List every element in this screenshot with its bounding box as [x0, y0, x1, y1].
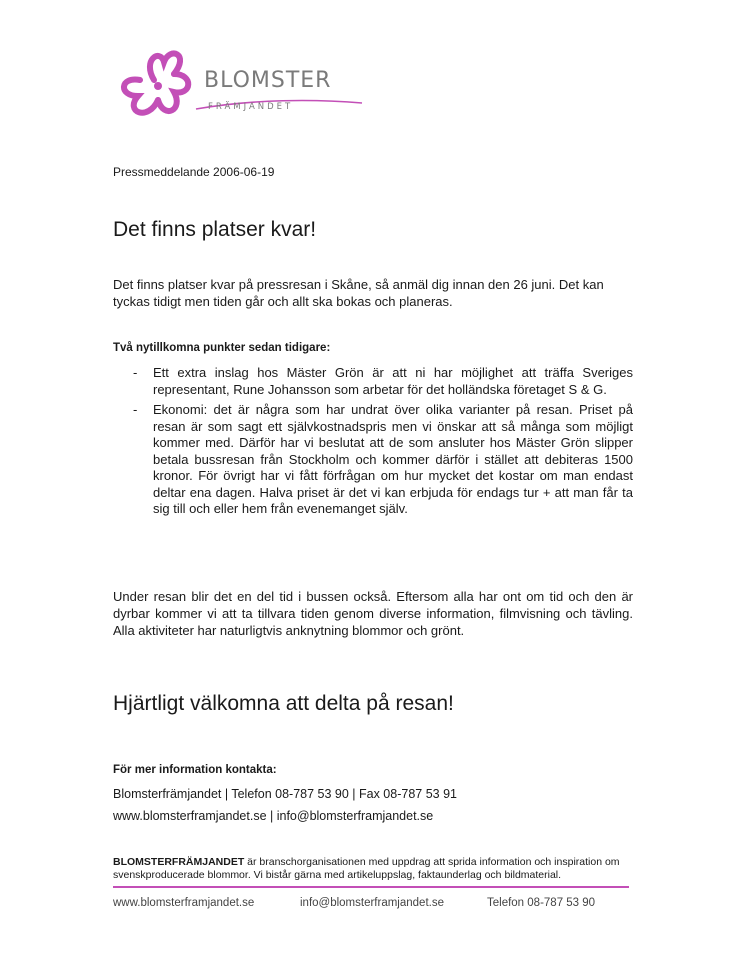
press-release-date: Pressmeddelande 2006-06-19	[113, 165, 275, 179]
logo	[112, 40, 362, 130]
list-dash: -	[133, 365, 138, 380]
contact-line-web[interactable]: www.blomsterframjandet.se | info@blomsterframjandet.se	[113, 809, 434, 823]
logo-subtitle: FRÄMJANDET	[208, 102, 294, 112]
intro-paragraph: Det finns platser kvar på pressresan i Skåne, så anmäl dig innan den 26 juni. Det kan tyckas tidigt men tiden går och allt ska bokas och planeras.	[113, 277, 604, 309]
list-item-text: Ett extra inslag hos Mäster Grön är att ni har möjlighet att träffa Sveriges representant, Rune Johansson som arbetar för det holländska företaget S & G.	[153, 365, 633, 397]
list-dash: -	[133, 402, 138, 417]
contact-heading: För mer information kontakta:	[113, 764, 277, 776]
points-heading: Två nytillkomna punkter sedan tidigare:	[113, 342, 331, 354]
footer-phone: Telefon 08-787 53 90	[487, 897, 596, 909]
footer-email-link[interactable]: info@blomsterframjandet.se	[300, 897, 444, 909]
about-text: är branschorganisationen med uppdrag att sprida information och inspiration om svenskproducerade blommor. Vi bistår gärna med artikeluppslag, faktaunderlag och bildmaterial.	[113, 856, 620, 881]
about-org-name: BLOMSTERFRÄMJANDET	[113, 856, 245, 868]
footer-divider	[113, 886, 629, 888]
logo-wordmark: BLOMSTER	[204, 68, 332, 93]
outro-paragraph: Under resan blir det en del tid i bussen också. Eftersom alla har ont om tid och den är dyrbar kommer vi att ta tillvara tiden genom diverse information, filmvisning och tävling. Alla aktiviteter har naturligtvis anknytning blommor och grönt.	[113, 589, 633, 638]
list-item-text: Ekonomi: det är några som har undrat över olika varianter på resan. Priset på resan är som sagt ett självkostnadspris men vi önskar att så många som möjligt kommer med. Därför har vi beslutat att de som ansluter hos Mäster Grön slipper betala bussresan från Stockholm och kommer därför i stället att debiteras 1500 kronor. För övrigt har vi fått förfrågan om hur mycket det kostar om man endast deltar ena dagen. Halva priset är det vi kan erbjuda för endags tur + att man får ta sig till och eller hem från evenemanget själv.	[153, 402, 633, 516]
footer-website-link[interactable]: www.blomsterframjandet.se	[113, 897, 255, 909]
flower-icon	[112, 40, 202, 130]
about-organisation	[113, 856, 633, 882]
page-title: Det finns platser kvar!	[113, 218, 317, 241]
list-item	[113, 402, 633, 518]
welcome-heading: Hjärtligt välkomna att delta på resan!	[113, 692, 454, 715]
points-list	[113, 365, 633, 522]
contact-line-phone: Blomsterfrämjandet | Telefon 08-787 53 90 | Fax 08-787 53 91	[113, 787, 457, 801]
list-item	[113, 365, 633, 398]
